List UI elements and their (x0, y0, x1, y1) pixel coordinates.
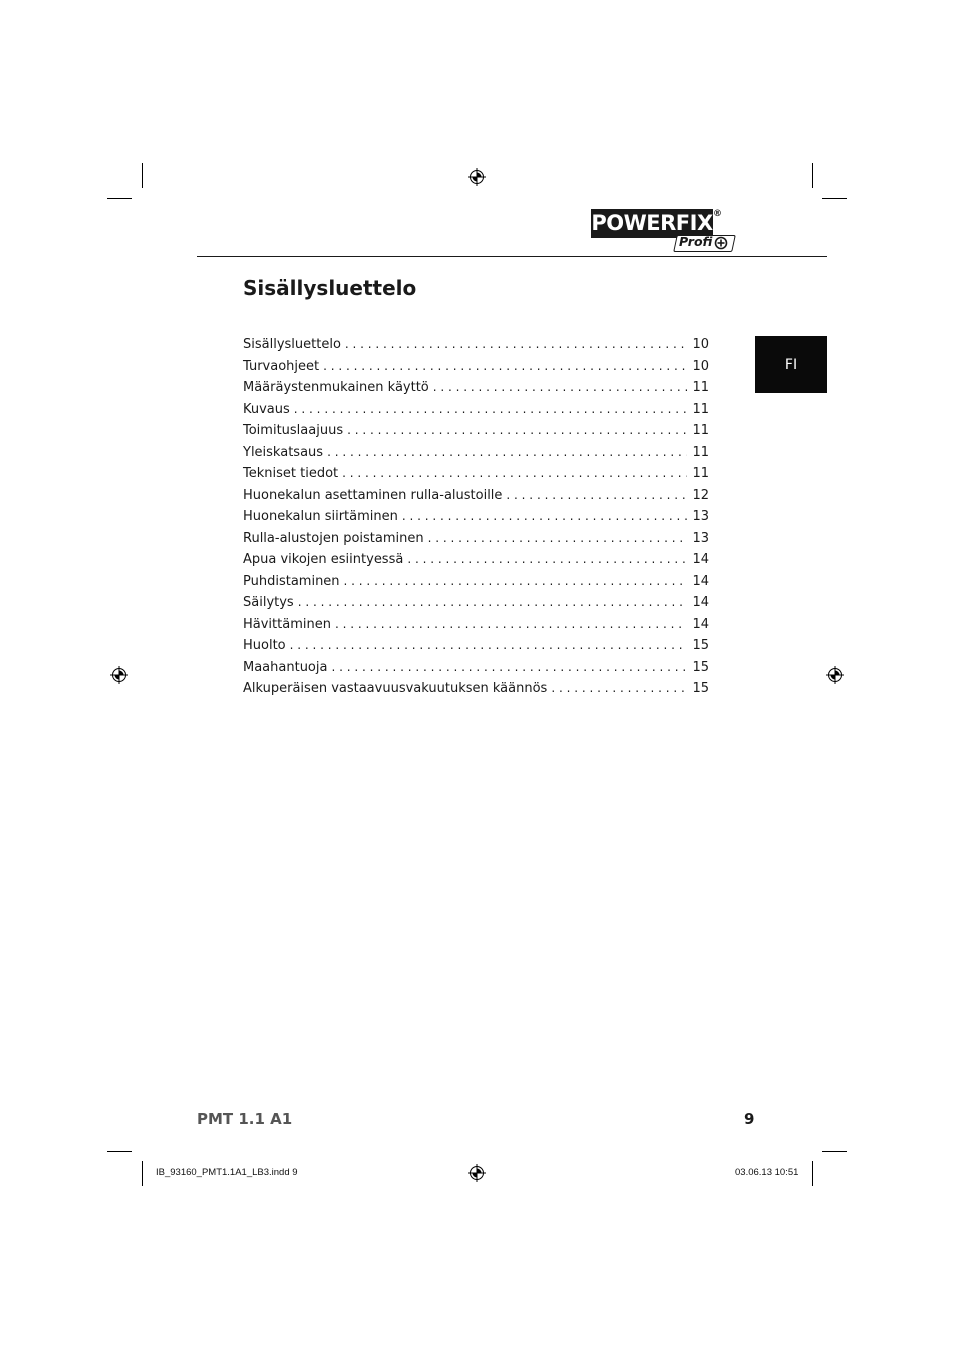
toc-entry-page: 11 (692, 401, 709, 417)
toc-leader-dots (345, 337, 688, 351)
crop-mark (107, 198, 132, 199)
toc-entry-page: 14 (692, 616, 709, 632)
toc-leader-dots (402, 509, 688, 523)
toc-entry-page: 11 (692, 466, 709, 481)
toc-leader-dots (290, 638, 688, 652)
toc-entry[interactable] (243, 509, 709, 531)
toc-entry-title: Sisällysluettelo (243, 337, 341, 352)
page-title: Sisällysluettelo (243, 276, 417, 300)
toc-entry[interactable] (243, 402, 709, 424)
toc-entry-page: 10 (692, 358, 709, 374)
registration-crosshair-icon (468, 168, 486, 186)
toc-entry-title: Toimituslaajuus (243, 423, 344, 438)
toc-entry[interactable] (243, 681, 709, 703)
toc-entry-page: 12 (692, 487, 709, 503)
toc-entry-title: Turvaohjeet (243, 358, 320, 374)
toc-entry[interactable] (243, 660, 709, 682)
model-number: PMT 1.1 A1 (197, 1110, 293, 1128)
toc-leader-dots (342, 466, 687, 480)
language-tab: FI (755, 336, 827, 393)
toc-entry[interactable] (243, 531, 709, 553)
toc-leader-dots (335, 617, 687, 631)
toc-entry-page: 13 (692, 509, 709, 524)
print-slug-date: 03.06.13 10:51 (735, 1167, 799, 1178)
toc-entry-title: Määräystenmukainen käyttö (243, 380, 429, 395)
registered-mark: ® (713, 209, 722, 219)
registration-crosshair-icon (468, 1164, 486, 1182)
toc-entry-page: 11 (692, 423, 709, 438)
toc-entry-title: Yleiskatsaus (243, 444, 324, 460)
toc-entry[interactable] (243, 488, 709, 510)
toc-entry-page: 14 (692, 595, 709, 610)
toc-entry-page: 15 (692, 681, 709, 696)
toc-entry-page: 15 (692, 659, 709, 675)
toc-leader-dots (433, 380, 688, 394)
toc-entry[interactable] (243, 595, 709, 617)
brand-logo (591, 209, 735, 253)
toc-entry-page: 14 (692, 552, 709, 567)
toc-leader-dots (327, 445, 687, 459)
toc-leader-dots (294, 402, 688, 416)
toc-entry-title: Maahantuoja (243, 659, 328, 675)
toc-entry-title: Säilytys (243, 595, 294, 610)
toc-entry[interactable] (243, 552, 709, 574)
toc-entry-title: Huonekalun asettaminen rulla-alustoille (243, 487, 503, 503)
registration-crosshair-icon (826, 666, 844, 684)
header-divider (197, 256, 827, 257)
plus-circle-icon (714, 236, 728, 250)
toc-entry-page: 15 (692, 638, 709, 653)
table-of-contents (243, 337, 709, 703)
toc-entry-title: Puhdistaminen (243, 573, 340, 589)
toc-leader-dots (407, 552, 687, 566)
toc-leader-dots (506, 488, 687, 502)
toc-leader-dots (347, 423, 687, 437)
toc-leader-dots (551, 681, 687, 695)
toc-entry-page: 10 (692, 337, 709, 352)
toc-entry[interactable] (243, 359, 709, 381)
print-slug-file: IB_93160_PMT1.1A1_LB3.indd 9 (156, 1167, 298, 1178)
toc-entry[interactable] (243, 617, 709, 639)
toc-entry-title: Hävittäminen (243, 616, 331, 632)
toc-entry-title: Kuvaus (243, 401, 290, 417)
toc-entry-page: 13 (692, 530, 709, 546)
page-number: 9 (744, 1110, 755, 1128)
toc-entry-title: Apua vikojen esiintyessä (243, 552, 404, 567)
crop-mark (107, 1151, 132, 1152)
brand-name: POWERFIX (591, 209, 713, 238)
crop-mark (142, 163, 143, 188)
crop-mark (822, 1151, 847, 1152)
toc-entry-title: Rulla-alustojen poistaminen (243, 530, 424, 546)
toc-leader-dots (298, 595, 688, 609)
toc-entry[interactable] (243, 337, 709, 359)
registration-crosshair-icon (110, 666, 128, 684)
toc-entry-page: 11 (692, 380, 709, 395)
toc-entry-page: 14 (692, 573, 709, 589)
toc-entry-title: Huonekalun siirtäminen (243, 509, 398, 524)
crop-mark (142, 1161, 143, 1186)
toc-entry[interactable] (243, 445, 709, 467)
toc-entry[interactable] (243, 423, 709, 445)
toc-entry-page: 11 (692, 444, 709, 460)
toc-leader-dots (428, 531, 688, 545)
toc-entry-title: Tekniset tiedot (243, 466, 339, 481)
toc-entry[interactable] (243, 574, 709, 596)
toc-entry-title: Alkuperäisen vastaavuusvakuutuksen käännös (243, 681, 548, 696)
toc-entry[interactable] (243, 380, 709, 402)
toc-leader-dots (323, 359, 687, 373)
crop-mark (812, 163, 813, 188)
toc-entry-title: Huolto (243, 638, 286, 653)
toc-entry[interactable] (243, 466, 709, 488)
toc-entry[interactable] (243, 638, 709, 660)
toc-leader-dots (331, 660, 687, 674)
crop-mark (822, 198, 847, 199)
toc-leader-dots (344, 574, 688, 588)
profi-label: Profi (679, 234, 713, 249)
crop-mark (812, 1161, 813, 1186)
